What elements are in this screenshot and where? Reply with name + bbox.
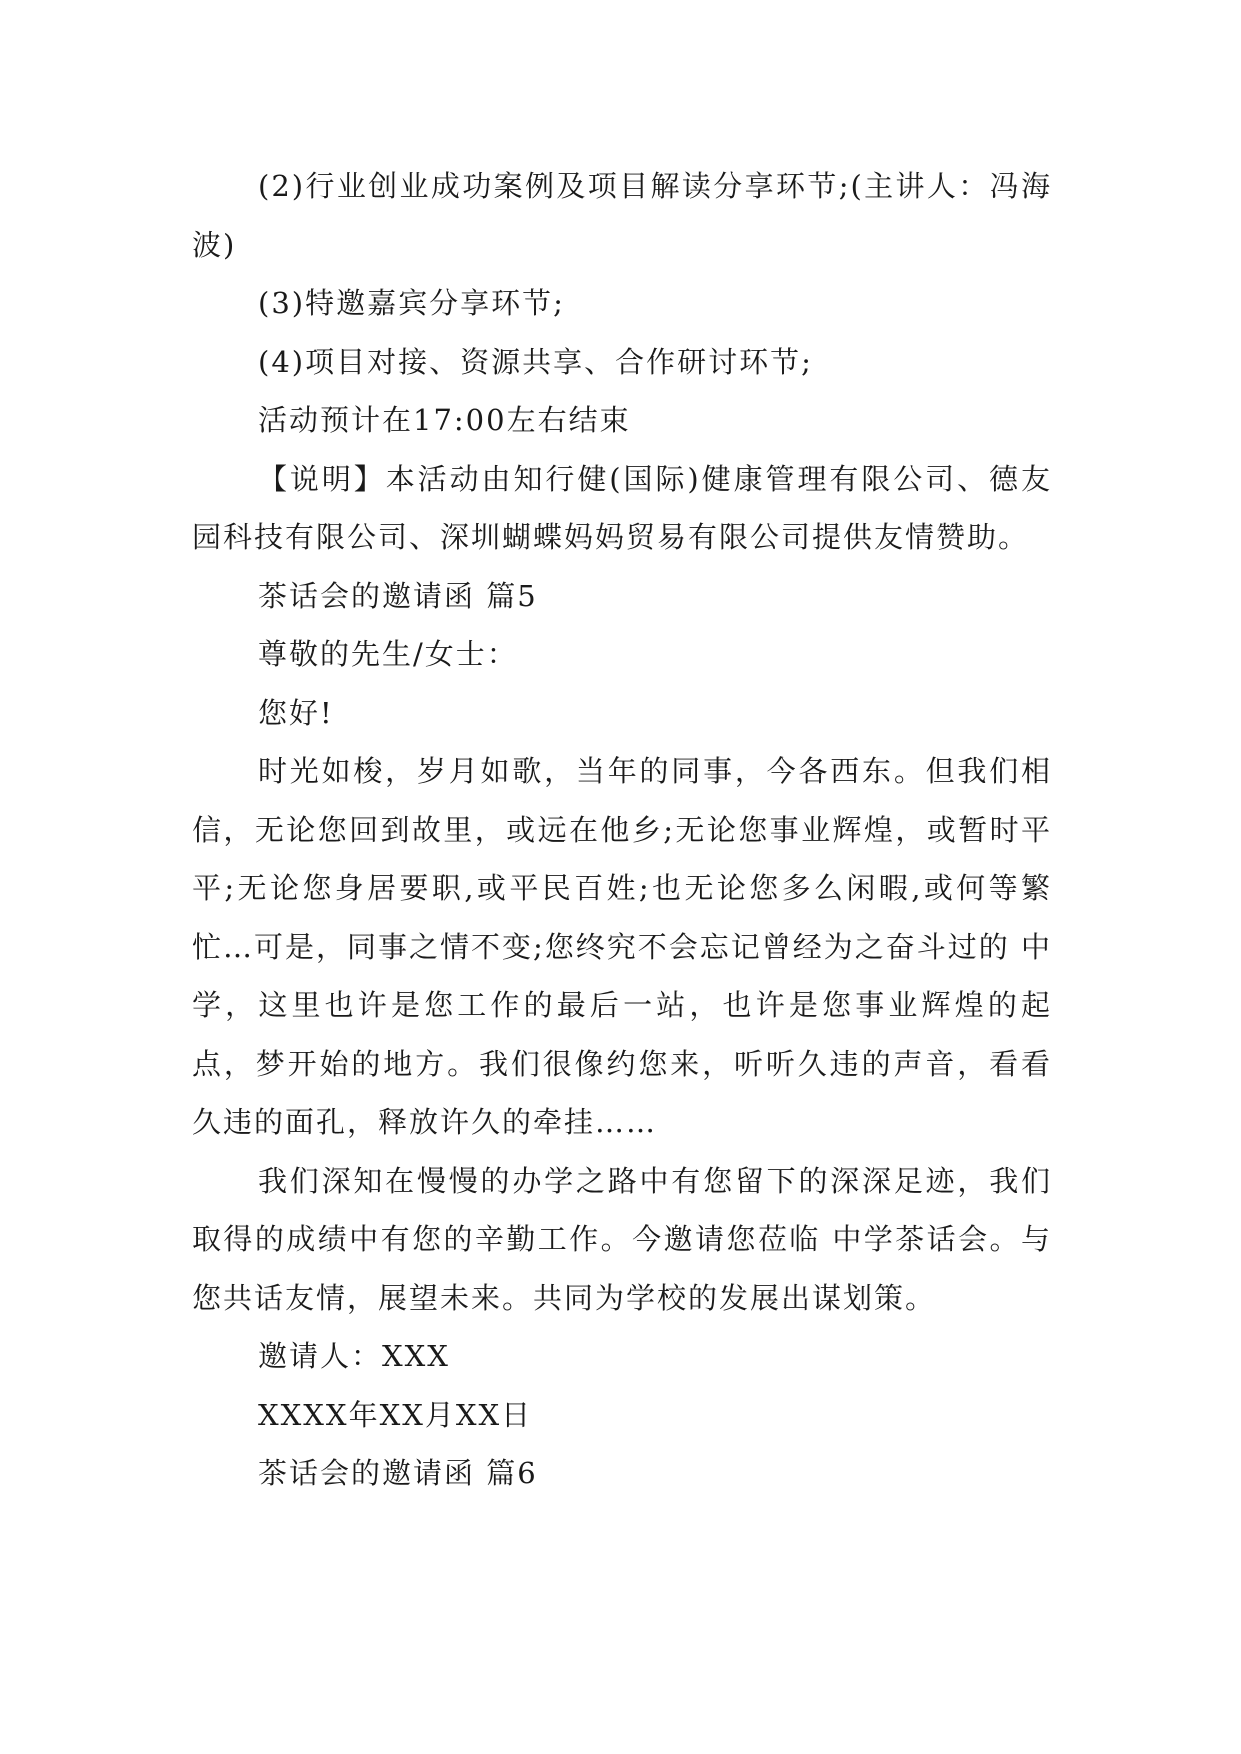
paragraph-end-time: 活动预计在17:00左右结束	[258, 403, 631, 437]
salutation: 尊敬的先生/女士：	[258, 637, 518, 671]
section-heading-5: 茶话会的邀请函 篇5	[258, 578, 538, 613]
date-line: XXXX年XX月XX日	[258, 1397, 533, 1432]
paragraph-agenda-3: (3)特邀嘉宾分享环节;	[258, 286, 565, 320]
paragraph-agenda-4: (4)项目对接、资源共享、合作研讨环节;	[258, 344, 813, 379]
document-body	[192, 157, 1052, 1503]
section-heading-6: 茶话会的邀请函 篇6	[258, 1456, 538, 1490]
greeting: 您好!	[258, 695, 334, 730]
paragraph-invitation-body-2: 我们深知在慢慢的办学之路中有您留下的深深足迹，我们取得的成绩中有您的辛勤工作。今邀请您莅临 中学茶话会。与您共话友情，展望未来。共同为学校的发展出谋划策。	[192, 1163, 1052, 1315]
paragraph-invitation-body-1: 时光如梭，岁月如歌，当年的同事，今各西东。但我们相信，无论您回到故里，或远在他乡;无论您事业辉煌，或暂时平平;无论您身居要职,或平民百姓;也无论您多么闲暇,或何等繁忙…可是，同事之情不变;您终究不会忘记曾经为之奋斗过的 中学，这里也许是您工作的最后一站，也许是您事业辉煌的起点，梦开始的地方。我们很像约您来，听听久违的声音，看看久违的面孔，释放许久的牵挂……	[192, 754, 1052, 1139]
paragraph-agenda-2: (2)行业创业成功案例及项目解读分享环节;(主讲人：冯海波)	[192, 169, 1052, 262]
paragraph-sponsor-note: 【说明】本活动由知行健(国际)健康管理有限公司、德友园科技有限公司、深圳蝴蝶妈妈贸易有限公司提供友情赞助。	[192, 461, 1052, 554]
inviter-line: 邀请人：XXX	[258, 1339, 450, 1373]
